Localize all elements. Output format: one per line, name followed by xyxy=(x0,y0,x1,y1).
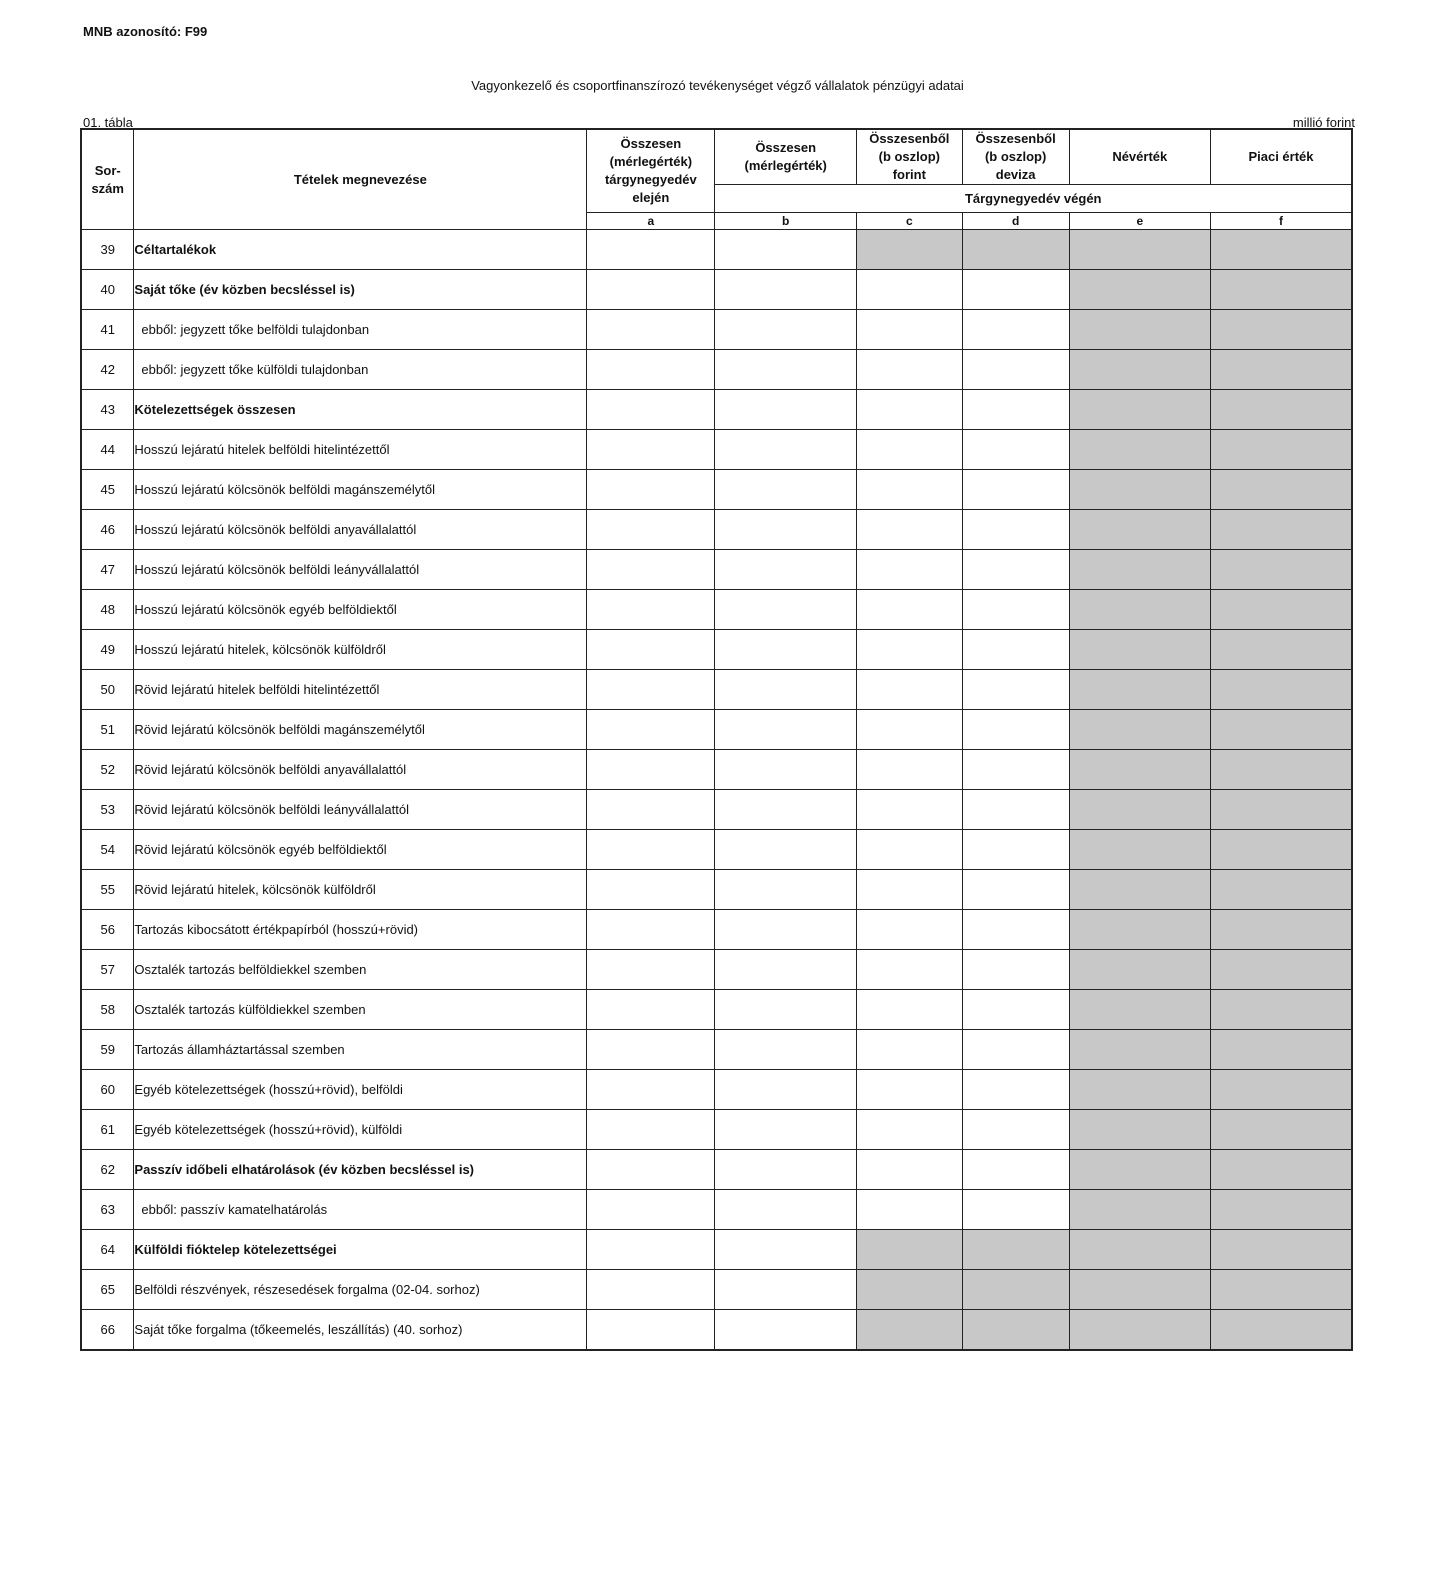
cell-a[interactable] xyxy=(587,670,715,710)
header-col-f-text: Piaci érték xyxy=(1248,149,1314,164)
header-col-d xyxy=(962,129,1069,185)
cell-d[interactable] xyxy=(962,990,1069,1030)
header-megnevezes xyxy=(134,129,587,230)
table-row xyxy=(81,550,1352,590)
cell-c[interactable] xyxy=(856,470,962,510)
cell-f xyxy=(1211,1270,1353,1310)
cell-f xyxy=(1211,470,1353,510)
row-number: 40 xyxy=(81,270,134,310)
cell-e xyxy=(1069,1270,1210,1310)
cell-c[interactable] xyxy=(856,1110,962,1150)
cell-f xyxy=(1211,830,1353,870)
row-number: 44 xyxy=(81,430,134,470)
cell-a[interactable] xyxy=(587,1270,715,1310)
header-sorszam xyxy=(81,129,134,230)
cell-e xyxy=(1069,910,1210,950)
cell-d xyxy=(962,1270,1069,1310)
cell-c[interactable] xyxy=(856,790,962,830)
row-number: 52 xyxy=(81,750,134,790)
cell-e xyxy=(1069,470,1210,510)
cell-e xyxy=(1069,430,1210,470)
cell-e xyxy=(1069,990,1210,1030)
cell-c[interactable] xyxy=(856,750,962,790)
cell-f xyxy=(1211,590,1353,630)
row-label: Saját tőke (év közben becsléssel is) xyxy=(134,270,587,310)
cell-b[interactable] xyxy=(715,430,856,470)
cell-d[interactable] xyxy=(962,670,1069,710)
row-label: Saját tőke forgalma (tőkeemelés, leszállítás) (40. sorhoz) xyxy=(134,1310,587,1350)
cell-e xyxy=(1069,510,1210,550)
row-label: ebből: jegyzett tőke külföldi tulajdonban xyxy=(134,350,587,390)
cell-f xyxy=(1211,990,1353,1030)
cell-f xyxy=(1211,1030,1353,1070)
cell-e xyxy=(1069,1070,1210,1110)
cell-a[interactable] xyxy=(587,390,715,430)
row-number: 43 xyxy=(81,390,134,430)
row-number: 48 xyxy=(81,590,134,630)
row-number: 39 xyxy=(81,230,134,270)
row-number: 62 xyxy=(81,1150,134,1190)
cell-b[interactable] xyxy=(715,510,856,550)
table-row xyxy=(81,1310,1352,1350)
table-row xyxy=(81,270,1352,310)
unit-label: millió forint xyxy=(1292,115,1355,130)
cell-c xyxy=(856,1310,962,1350)
cell-d[interactable] xyxy=(962,750,1069,790)
cell-b[interactable] xyxy=(715,1310,856,1350)
cell-f xyxy=(1211,430,1353,470)
table-row xyxy=(81,1230,1352,1270)
row-number: 63 xyxy=(81,1190,134,1230)
header-col-b xyxy=(715,129,856,185)
cell-b[interactable] xyxy=(715,1030,856,1070)
row-label: Egyéb kötelezettségek (hosszú+rövid), külföldi xyxy=(134,1110,587,1150)
row-label: Rövid lejáratú kölcsönök belföldi leányvállalattól xyxy=(134,790,587,830)
table-body xyxy=(81,230,1352,1350)
cell-a[interactable] xyxy=(587,1310,715,1350)
table-row xyxy=(81,1070,1352,1110)
cell-b[interactable] xyxy=(715,1190,856,1230)
row-number: 50 xyxy=(81,670,134,710)
cell-c xyxy=(856,1270,962,1310)
cell-d[interactable] xyxy=(962,1030,1069,1070)
cell-b[interactable] xyxy=(715,710,856,750)
row-number: 57 xyxy=(81,950,134,990)
header-col-f xyxy=(1211,129,1353,185)
cell-a[interactable] xyxy=(587,990,715,1030)
cell-b[interactable] xyxy=(715,590,856,630)
cell-c[interactable] xyxy=(856,590,962,630)
cell-d[interactable] xyxy=(962,390,1069,430)
cell-d[interactable] xyxy=(962,470,1069,510)
cell-a[interactable] xyxy=(587,910,715,950)
cell-d[interactable] xyxy=(962,1110,1069,1150)
table-row xyxy=(81,590,1352,630)
letter-a: a xyxy=(587,213,715,230)
cell-b[interactable] xyxy=(715,1110,856,1150)
table-row xyxy=(81,310,1352,350)
cell-e xyxy=(1069,790,1210,830)
cell-e xyxy=(1069,590,1210,630)
cell-a[interactable] xyxy=(587,310,715,350)
row-label: Rövid lejáratú hitelek, kölcsönök külföldről xyxy=(134,870,587,910)
row-number: 55 xyxy=(81,870,134,910)
cell-e xyxy=(1069,1110,1210,1150)
table-row xyxy=(81,630,1352,670)
cell-e xyxy=(1069,830,1210,870)
cell-e xyxy=(1069,310,1210,350)
header-col-c-text: Összesenből (b oszlop) forint xyxy=(869,131,950,182)
cell-c[interactable] xyxy=(856,430,962,470)
cell-e xyxy=(1069,950,1210,990)
cell-d[interactable] xyxy=(962,550,1069,590)
cell-a[interactable] xyxy=(587,1030,715,1070)
cell-c[interactable] xyxy=(856,1030,962,1070)
cell-d[interactable] xyxy=(962,350,1069,390)
cell-b[interactable] xyxy=(715,230,856,270)
cell-c[interactable] xyxy=(856,870,962,910)
cell-d[interactable] xyxy=(962,1190,1069,1230)
cell-a[interactable] xyxy=(587,470,715,510)
cell-b[interactable] xyxy=(715,910,856,950)
row-number: 66 xyxy=(81,1310,134,1350)
cell-e xyxy=(1069,750,1210,790)
cell-b[interactable] xyxy=(715,750,856,790)
form-title: Vagyonkezelő és csoportfinanszírozó tevékenységet végző vállalatok pénzügyi adatai xyxy=(471,78,964,93)
cell-a[interactable] xyxy=(587,1150,715,1190)
table-row xyxy=(81,910,1352,950)
cell-b[interactable] xyxy=(715,1230,856,1270)
row-label: ebből: passzív kamatelhatárolás xyxy=(134,1190,587,1230)
cell-f xyxy=(1211,510,1353,550)
cell-f xyxy=(1211,310,1353,350)
cell-d[interactable] xyxy=(962,950,1069,990)
header-group-targynegyedev-vegen xyxy=(715,185,1352,213)
cell-b[interactable] xyxy=(715,790,856,830)
cell-d[interactable] xyxy=(962,630,1069,670)
row-number: 49 xyxy=(81,630,134,670)
cell-f xyxy=(1211,670,1353,710)
cell-f xyxy=(1211,1230,1353,1270)
row-number: 60 xyxy=(81,1070,134,1110)
table-row xyxy=(81,750,1352,790)
row-label: Hosszú lejáratú kölcsönök belföldi leányvállalattól xyxy=(134,550,587,590)
row-number: 42 xyxy=(81,350,134,390)
table-number: 01. tábla xyxy=(83,115,133,130)
cell-c[interactable] xyxy=(856,950,962,990)
cell-c[interactable] xyxy=(856,310,962,350)
cell-a[interactable] xyxy=(587,510,715,550)
cell-d xyxy=(962,1310,1069,1350)
table-row xyxy=(81,830,1352,870)
cell-b[interactable] xyxy=(715,270,856,310)
cell-e xyxy=(1069,1190,1210,1230)
table-row xyxy=(81,990,1352,1030)
cell-a[interactable] xyxy=(587,950,715,990)
cell-a[interactable] xyxy=(587,630,715,670)
cell-e xyxy=(1069,550,1210,590)
cell-b[interactable] xyxy=(715,470,856,510)
cell-f xyxy=(1211,630,1353,670)
cell-f xyxy=(1211,1110,1353,1150)
table-row xyxy=(81,1190,1352,1230)
letter-d: d xyxy=(962,213,1069,230)
cell-c xyxy=(856,1230,962,1270)
table-row xyxy=(81,470,1352,510)
cell-e xyxy=(1069,230,1210,270)
data-table xyxy=(80,128,1353,1351)
header-col-a xyxy=(587,129,715,213)
cell-f xyxy=(1211,390,1353,430)
row-label: Rövid lejáratú kölcsönök egyéb belföldiektől xyxy=(134,830,587,870)
cell-b[interactable] xyxy=(715,870,856,910)
row-number: 65 xyxy=(81,1270,134,1310)
cell-b[interactable] xyxy=(715,670,856,710)
table-row xyxy=(81,950,1352,990)
cell-d[interactable] xyxy=(962,510,1069,550)
table-row xyxy=(81,1110,1352,1150)
cell-d[interactable] xyxy=(962,830,1069,870)
table-row xyxy=(81,350,1352,390)
cell-a[interactable] xyxy=(587,710,715,750)
row-label: Rövid lejáratú kölcsönök belföldi magánszemélytől xyxy=(134,710,587,750)
row-label: Hosszú lejáratú hitelek, kölcsönök külföldről xyxy=(134,630,587,670)
row-label: Rövid lejáratú kölcsönök belföldi anyavállalattól xyxy=(134,750,587,790)
cell-d[interactable] xyxy=(962,310,1069,350)
cell-a[interactable] xyxy=(587,550,715,590)
cell-b[interactable] xyxy=(715,1270,856,1310)
cell-d[interactable] xyxy=(962,1070,1069,1110)
cell-c[interactable] xyxy=(856,510,962,550)
letter-c: c xyxy=(856,213,962,230)
cell-b[interactable] xyxy=(715,830,856,870)
row-number: 53 xyxy=(81,790,134,830)
header-col-e-text: Névérték xyxy=(1112,149,1168,164)
table-row xyxy=(81,230,1352,270)
cell-d[interactable] xyxy=(962,790,1069,830)
cell-a[interactable] xyxy=(587,270,715,310)
cell-d[interactable] xyxy=(962,710,1069,750)
cell-c[interactable] xyxy=(856,390,962,430)
cell-f xyxy=(1211,270,1353,310)
cell-b[interactable] xyxy=(715,950,856,990)
cell-f xyxy=(1211,710,1353,750)
header-col-b-text: Összesen (mérlegérték) xyxy=(744,140,827,173)
cell-f xyxy=(1211,910,1353,950)
table-row xyxy=(81,1270,1352,1310)
row-label: Hosszú lejáratú kölcsönök belföldi magánszemélytől xyxy=(134,470,587,510)
table-row xyxy=(81,710,1352,750)
cell-f xyxy=(1211,1070,1353,1110)
cell-c[interactable] xyxy=(856,910,962,950)
row-label: Belföldi részvények, részesedések forgalma (02-04. sorhoz) xyxy=(134,1270,587,1310)
cell-e xyxy=(1069,630,1210,670)
cell-b[interactable] xyxy=(715,310,856,350)
cell-f xyxy=(1211,750,1353,790)
row-label: Hosszú lejáratú hitelek belföldi hitelintézettől xyxy=(134,430,587,470)
cell-b[interactable] xyxy=(715,390,856,430)
cell-d xyxy=(962,1230,1069,1270)
cell-f xyxy=(1211,1150,1353,1190)
cell-c[interactable] xyxy=(856,550,962,590)
cell-a[interactable] xyxy=(587,1070,715,1110)
cell-f xyxy=(1211,1310,1353,1350)
row-label: Osztalék tartozás külföldiekkel szemben xyxy=(134,990,587,1030)
row-number: 47 xyxy=(81,550,134,590)
cell-d[interactable] xyxy=(962,1150,1069,1190)
cell-a[interactable] xyxy=(587,750,715,790)
cell-c[interactable] xyxy=(856,350,962,390)
cell-b[interactable] xyxy=(715,350,856,390)
table-row xyxy=(81,1030,1352,1070)
table-row xyxy=(81,390,1352,430)
header-sorszam-text: Sor- szám xyxy=(91,162,124,196)
cell-e xyxy=(1069,350,1210,390)
header-megnevezes-text: Tételek megnevezése xyxy=(293,171,427,187)
row-label: Rövid lejáratú hitelek belföldi hitelintézettől xyxy=(134,670,587,710)
header-col-c xyxy=(856,129,962,185)
cell-c[interactable] xyxy=(856,1150,962,1190)
cell-f xyxy=(1211,1190,1353,1230)
cell-c[interactable] xyxy=(856,630,962,670)
cell-a[interactable] xyxy=(587,230,715,270)
cell-c[interactable] xyxy=(856,270,962,310)
cell-c[interactable] xyxy=(856,1190,962,1230)
header-col-d-text: Összesenből (b oszlop) deviza xyxy=(975,131,1056,182)
cell-e xyxy=(1069,1030,1210,1070)
row-number: 59 xyxy=(81,1030,134,1070)
cell-a[interactable] xyxy=(587,1190,715,1230)
cell-a[interactable] xyxy=(587,870,715,910)
cell-d[interactable] xyxy=(962,590,1069,630)
row-label: Kötelezettségek összesen xyxy=(134,390,587,430)
row-label: Passzív időbeli elhatárolások (év közben becsléssel is) xyxy=(134,1150,587,1190)
cell-e xyxy=(1069,1150,1210,1190)
cell-a[interactable] xyxy=(587,790,715,830)
cell-f xyxy=(1211,550,1353,590)
cell-f xyxy=(1211,870,1353,910)
cell-e xyxy=(1069,1230,1210,1270)
cell-e xyxy=(1069,390,1210,430)
letter-b: b xyxy=(715,213,856,230)
cell-b[interactable] xyxy=(715,630,856,670)
cell-d[interactable] xyxy=(962,430,1069,470)
cell-e xyxy=(1069,1310,1210,1350)
row-label: ebből: jegyzett tőke belföldi tulajdonban xyxy=(134,310,587,350)
cell-f xyxy=(1211,350,1353,390)
cell-b[interactable] xyxy=(715,1070,856,1110)
cell-c[interactable] xyxy=(856,1070,962,1110)
row-label: Külföldi fióktelep kötelezettségei xyxy=(134,1230,587,1270)
cell-d xyxy=(962,230,1069,270)
row-number: 46 xyxy=(81,510,134,550)
cell-e xyxy=(1069,270,1210,310)
row-number: 64 xyxy=(81,1230,134,1270)
table-row xyxy=(81,870,1352,910)
cell-d[interactable] xyxy=(962,910,1069,950)
row-label: Hosszú lejáratú kölcsönök belföldi anyavállalattól xyxy=(134,510,587,550)
header-col-e xyxy=(1069,129,1210,185)
cell-f xyxy=(1211,230,1353,270)
cell-d[interactable] xyxy=(962,270,1069,310)
mnb-identifier: MNB azonosító: F99 xyxy=(83,24,208,39)
row-number: 51 xyxy=(81,710,134,750)
cell-e xyxy=(1069,870,1210,910)
row-number: 56 xyxy=(81,910,134,950)
row-label: Tartozás államháztartással szemben xyxy=(134,1030,587,1070)
cell-c[interactable] xyxy=(856,830,962,870)
cell-b[interactable] xyxy=(715,990,856,1030)
row-number: 54 xyxy=(81,830,134,870)
row-label: Céltartalékok xyxy=(134,230,587,270)
row-number: 41 xyxy=(81,310,134,350)
letter-e: e xyxy=(1069,213,1210,230)
cell-f xyxy=(1211,790,1353,830)
cell-c xyxy=(856,230,962,270)
row-number: 61 xyxy=(81,1110,134,1150)
cell-e xyxy=(1069,710,1210,750)
table-row xyxy=(81,1150,1352,1190)
row-number: 45 xyxy=(81,470,134,510)
cell-f xyxy=(1211,950,1353,990)
table-row xyxy=(81,430,1352,470)
cell-c[interactable] xyxy=(856,710,962,750)
cell-a[interactable] xyxy=(587,1230,715,1270)
cell-d[interactable] xyxy=(962,870,1069,910)
cell-e xyxy=(1069,670,1210,710)
cell-c[interactable] xyxy=(856,670,962,710)
cell-a[interactable] xyxy=(587,1110,715,1150)
cell-b[interactable] xyxy=(715,1150,856,1190)
table-row xyxy=(81,790,1352,830)
header-group-text: Tárgynegyedév végén xyxy=(964,190,1102,206)
row-number: 58 xyxy=(81,990,134,1030)
cell-a[interactable] xyxy=(587,430,715,470)
table-row xyxy=(81,510,1352,550)
letter-f: f xyxy=(1211,213,1353,230)
cell-b[interactable] xyxy=(715,550,856,590)
header-col-a-text: Összesen (mérlegérték) tárgynegyedév elején xyxy=(604,136,697,205)
cell-a[interactable] xyxy=(587,350,715,390)
row-label: Hosszú lejáratú kölcsönök egyéb belföldiektől xyxy=(134,590,587,630)
row-label: Osztalék tartozás belföldiekkel szemben xyxy=(134,950,587,990)
cell-a[interactable] xyxy=(587,830,715,870)
cell-c[interactable] xyxy=(856,990,962,1030)
row-label: Egyéb kötelezettségek (hosszú+rövid), belföldi xyxy=(134,1070,587,1110)
cell-a[interactable] xyxy=(587,590,715,630)
row-label: Tartozás kibocsátott értékpapírból (hosszú+rövid) xyxy=(134,910,587,950)
table-row xyxy=(81,670,1352,710)
